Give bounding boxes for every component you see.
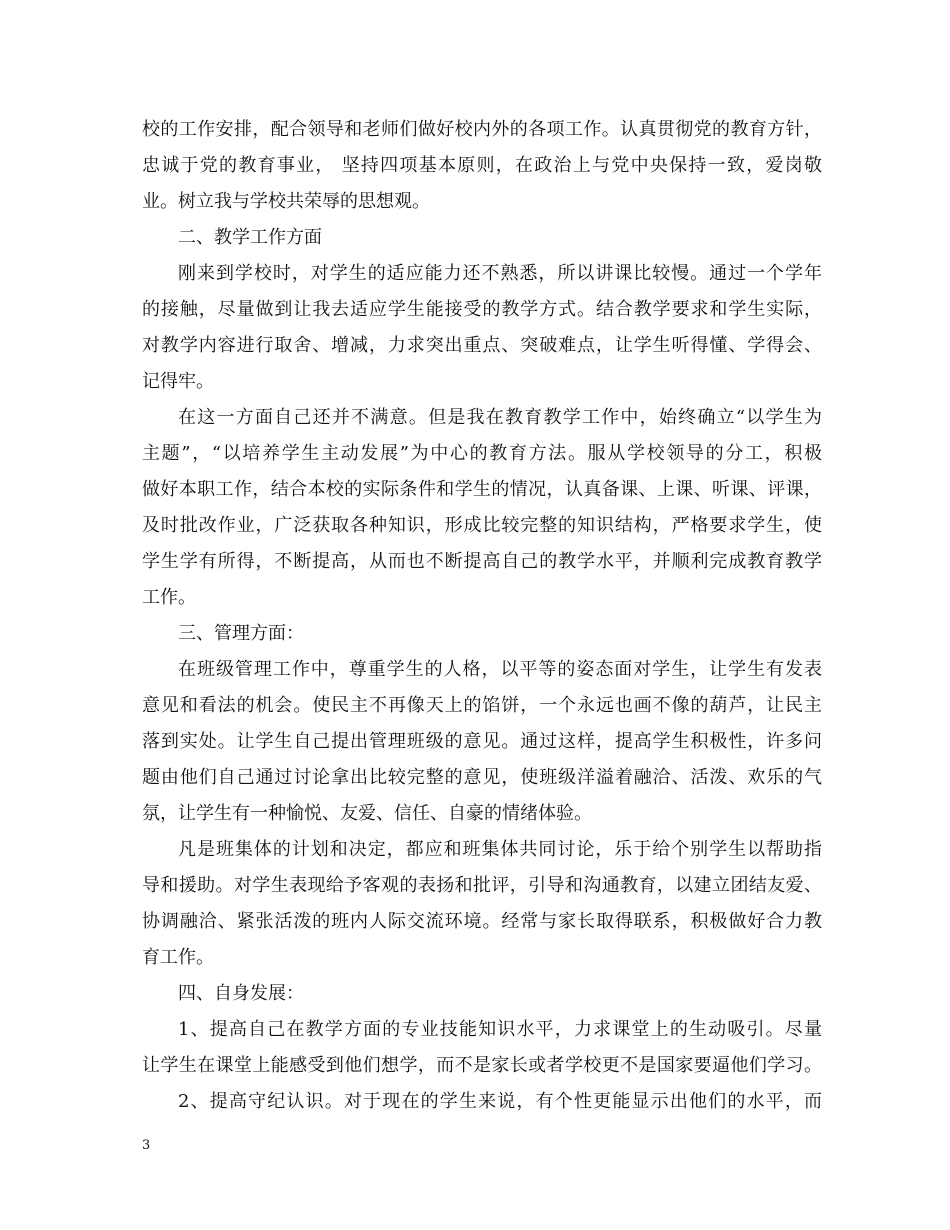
section-heading: 三、管理方面： [178, 623, 304, 644]
text-line: 落到实处。让学生自己提出管理班级的意见。通过这样，提高学生积极性，许多问 [142, 731, 822, 752]
text-line: 在这一方面自己还并不满意。但是我在教育教学工作中，始终确立“以学生为 [178, 407, 822, 428]
text-line: 2、提高守纪认识。对于现在的学生来说，有个性更能显示出他们的水平，而 [178, 1091, 822, 1112]
document-body [142, 112, 822, 1120]
text-line: 让学生在课堂上能感受到他们想学，而不是家长或者学校更不是国家要逼他们学习。 [142, 1055, 822, 1076]
text-line: 协调融洽、紧张活泼的班内人际交流环境。经常与家长取得联系，积极做好合力教 [142, 911, 822, 932]
text-line: 主题”，“以培养学生主动发展”为中心的教育方法。服从学校领导的分工，积极 [142, 443, 822, 464]
text-line: 记得牢。 [142, 371, 214, 392]
text-line: 在班级管理工作中，尊重学生的人格，以平等的姿态面对学生，让学生有发表 [178, 659, 822, 680]
text-line: 凡是班集体的计划和决定，都应和班集体共同讨论，乐于给个别学生以帮助指 [178, 839, 822, 860]
text-line: 1、提高自己在教学方面的专业技能知识水平，力求课堂上的生动吸引。尽量 [178, 1019, 822, 1040]
text-line: 育工作。 [142, 947, 214, 968]
text-line: 题由他们自己通过讨论拿出比较完整的意见，使班级洋溢着融洽、活泼、欢乐的气 [142, 767, 822, 788]
text-line: 对教学内容进行取舍、增减，力求突出重点、突破难点，让学生听得懂、学得会、 [142, 335, 822, 356]
text-line: 校的工作安排，配合领导和老师们做好校内外的各项工作。认真贯彻党的教育方针， [142, 119, 822, 140]
section-heading: 二、教学工作方面 [178, 227, 322, 248]
text-line: 的接触，尽量做到让我去适应学生能接受的教学方式。结合教学要求和学生实际， [142, 299, 822, 320]
text-line: 工作。 [142, 587, 196, 608]
text-line: 导和援助。对学生表现给予客观的表扬和批评，引导和沟通教育，以建立团结友爱、 [142, 875, 822, 896]
text-line: 意见和看法的机会。使民主不再像天上的馅饼，一个永远也画不像的葫芦，让民主 [142, 695, 822, 716]
text-line: 氛，让学生有一种愉悦、友爱、信任、自豪的情绪体验。 [142, 803, 592, 824]
text-line: 业。树立我与学校共荣辱的思想观。 [142, 191, 430, 212]
page-number: 3 [142, 1138, 151, 1153]
text-line: 及时批改作业，广泛获取各种知识，形成比较完整的知识结构，严格要求学生，使 [142, 515, 822, 536]
text-line: 学生学有所得，不断提高，从而也不断提高自己的教学水平，并顺利完成教育教学 [142, 551, 822, 572]
text-line: 做好本职工作，结合本校的实际条件和学生的情况，认真备课、上课、听课、评课， [142, 479, 822, 500]
text-line: 忠诚于党的教育事业， 坚持四项基本原则，在政治上与党中央保持一致，爱岗敬 [142, 155, 822, 176]
text-line: 刚来到学校时，对学生的适应能力还不熟悉，所以讲课比较慢。通过一个学年 [178, 263, 822, 284]
section-heading: 四、自身发展： [178, 983, 304, 1004]
